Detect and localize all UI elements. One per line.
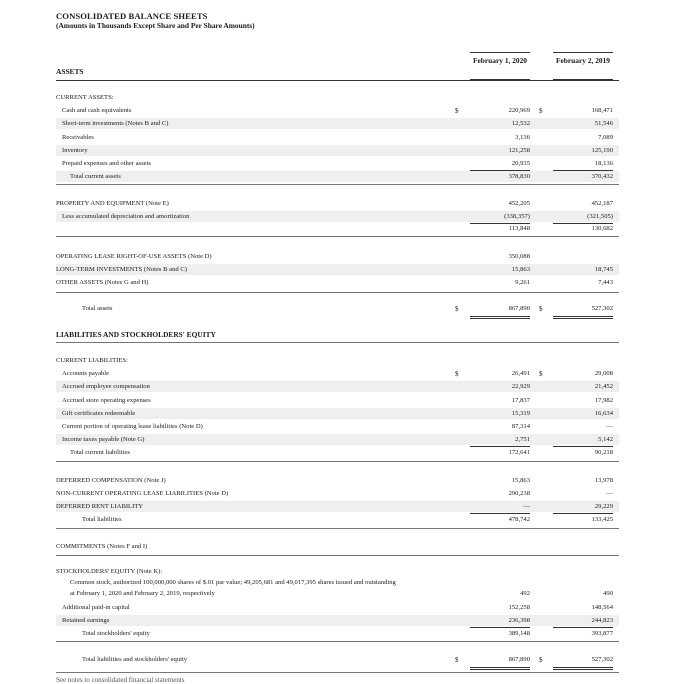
row-label-other-assets: OTHER ASSETS (Notes G and H)	[56, 279, 149, 286]
total-rule	[470, 667, 530, 668]
value-total-stockholders-equity-2020: 389,148	[508, 630, 530, 637]
total-rule	[470, 669, 530, 670]
subtotal-rule	[553, 446, 613, 447]
liabilities-heading: LIABILITIES AND STOCKHOLDERS' EQUITY	[56, 330, 216, 339]
value-deferred-rent-2019: 29,229	[594, 503, 613, 510]
stockholders-equity-heading: STOCKHOLDERS' EQUITY (Note K):	[56, 568, 163, 575]
current-assets-heading: CURRENT ASSETS:	[56, 94, 114, 101]
value-total-assets-2019: 527,302	[591, 305, 613, 312]
value-accumulated-depreciation-2019: (321,505)	[587, 213, 613, 220]
row-label-additional-paid-in-capital: Additional paid-in capital	[62, 604, 130, 611]
section-divider	[56, 184, 619, 185]
row-label-inventory: Inventory	[62, 147, 88, 154]
value-other-assets-2020: 9,261	[515, 279, 530, 286]
row-label-total-assets: Total assets	[82, 305, 113, 312]
section-divider	[56, 80, 619, 81]
dollar-sign: $	[539, 107, 543, 115]
value-retained-earnings-2020: 236,398	[508, 617, 530, 624]
value-income-taxes-2019: 5,142	[598, 436, 613, 443]
row-label-total-current-liabilities: Total current liabilities	[70, 449, 130, 456]
value-short-term-investments-2020: 12,532	[511, 120, 530, 127]
row-label-total-current-assets: Total current assets	[70, 173, 121, 180]
value-inventory-2019: 125,190	[591, 147, 613, 154]
value-accrued-store-2020: 17,837	[511, 397, 530, 404]
row-label-short-term-investments: Short-term investments (Notes B and C)	[62, 120, 169, 127]
section-divider	[56, 292, 619, 293]
value-additional-paid-in-capital-2019: 148,564	[591, 604, 613, 611]
row-label-cash: Cash and cash equivalents	[62, 107, 132, 114]
column-header-2020: February 1, 2020	[473, 56, 527, 65]
value-other-assets-2019: 7,443	[598, 279, 613, 286]
row-label-prepaid: Prepaid expenses and other assets	[62, 160, 151, 167]
row-label-total-liabilities-and-equity: Total liabilities and stockholders' equity	[82, 656, 188, 663]
value-retained-earnings-2019: 244,823	[591, 617, 613, 624]
value-ppe-net-2020: 113,848	[508, 225, 530, 232]
section-divider	[56, 555, 619, 556]
row-label-accounts-payable: Accounts payable	[62, 370, 110, 377]
value-current-operating-lease-2019: —	[606, 423, 613, 430]
value-total-liabilities-2020: 478,742	[508, 516, 530, 523]
row-label-current-operating-lease: Current portion of operating lease liabilities (Note D)	[62, 423, 203, 430]
dollar-sign: $	[455, 305, 459, 313]
shaded-row	[56, 615, 619, 626]
value-total-current-liabilities-2019: 90,218	[594, 449, 613, 456]
dollar-sign: $	[455, 656, 459, 664]
header-top-rule	[553, 52, 613, 53]
sheet-subtitle: (Amounts in Thousands Except Share and Per Share Amounts)	[56, 21, 255, 30]
value-prepaid-2020: 20,935	[511, 160, 530, 167]
dollar-sign: $	[539, 305, 543, 313]
row-label-accrued-store: Accrued store operating expenses	[62, 397, 151, 404]
value-prepaid-2019: 18,136	[594, 160, 613, 167]
value-cash-2020: 220,969	[508, 107, 530, 114]
value-total-current-assets-2020: 378,830	[508, 173, 530, 180]
row-label-common-stock-continued: at February 1, 2020 and February 2, 2019, respectively	[70, 590, 215, 597]
subtotal-rule	[553, 513, 613, 514]
total-rule	[470, 316, 530, 317]
value-receivables-2020: 3,136	[515, 134, 530, 141]
value-operating-lease-rou-2020: 350,088	[508, 253, 530, 260]
row-label-total-stockholders-equity: Total stockholders' equity	[82, 630, 150, 637]
value-common-stock-2019: 490	[603, 590, 613, 597]
value-gift-certificates-2019: 16,634	[594, 410, 613, 417]
value-total-assets-2020: 867,890	[508, 305, 530, 312]
total-rule	[553, 318, 613, 319]
row-label-gift-certificates: Gift certificates redeemable	[62, 410, 136, 417]
value-accounts-payable-2020: 26,491	[511, 370, 530, 377]
value-receivables-2019: 7,089	[598, 134, 613, 141]
row-label-income-taxes: Income taxes payable (Note G)	[62, 436, 145, 443]
value-accrued-store-2019: 17,982	[594, 397, 613, 404]
value-common-stock-2020: 492	[520, 590, 530, 597]
section-divider	[56, 342, 619, 343]
row-label-long-term-investments: LONG-TERM INVESTMENTS (Notes B and C)	[56, 266, 187, 273]
value-additional-paid-in-capital-2020: 152,258	[508, 604, 530, 611]
value-cash-2019: 168,471	[591, 107, 613, 114]
header-top-rule	[470, 52, 530, 53]
dollar-sign: $	[455, 107, 459, 115]
value-accounts-payable-2019: 29,008	[594, 370, 613, 377]
value-ppe-2019: 452,187	[591, 200, 613, 207]
value-total-current-assets-2019: 370,432	[591, 173, 613, 180]
dollar-sign: $	[539, 656, 543, 664]
section-divider	[56, 641, 619, 642]
footer-note: See notes to consolidated financial statements	[56, 676, 185, 684]
commitments-label: COMMITMENTS (Notes F and I)	[56, 543, 148, 550]
column-header-2019: February 2, 2019	[556, 56, 610, 65]
value-total-stockholders-equity-2019: 393,877	[591, 630, 613, 637]
value-current-operating-lease-2020: 87,314	[511, 423, 530, 430]
row-label-deferred-rent: DEFERRED RENT LIABILITY	[56, 503, 144, 510]
value-long-term-investments-2020: 15,863	[511, 266, 530, 273]
subtotal-rule	[470, 446, 530, 447]
row-label-operating-lease-rou: OPERATING LEASE RIGHT-OF-USE ASSETS (Note D)	[56, 253, 212, 260]
value-ppe-net-2019: 130,682	[591, 225, 613, 232]
value-deferred-rent-2020: —	[523, 503, 530, 510]
row-label-retained-earnings: Retained earnings	[62, 617, 110, 624]
value-deferred-compensation-2019: 13,978	[594, 477, 613, 484]
row-label-noncurrent-operating-lease: NON-CURRENT OPERATING LEASE LIABILITIES (Note D)	[56, 490, 229, 497]
value-ppe-2020: 452,205	[508, 200, 530, 207]
value-noncurrent-operating-lease-2020: 290,238	[508, 490, 530, 497]
row-label-accrued-compensation: Accrued employee compensation	[62, 383, 150, 390]
subtotal-rule	[470, 627, 530, 628]
row-label-receivables: Receivables	[62, 134, 94, 141]
value-deferred-compensation-2020: 15,863	[511, 477, 530, 484]
subtotal-rule	[470, 223, 530, 224]
subtotal-rule	[553, 223, 613, 224]
assets-heading: ASSETS	[56, 67, 84, 76]
value-total-liabilities-and-equity-2020: 867,890	[508, 656, 530, 663]
row-label-accumulated-depreciation: Less accumulated depreciation and amortization	[62, 213, 190, 220]
value-noncurrent-operating-lease-2019: —	[606, 490, 613, 497]
total-rule	[553, 667, 613, 668]
value-inventory-2020: 121,258	[508, 147, 530, 154]
shaded-row	[56, 145, 619, 156]
row-label-deferred-compensation: DEFERRED COMPENSATION (Note J)	[56, 477, 166, 484]
value-accrued-compensation-2020: 22,929	[511, 383, 530, 390]
total-rule	[553, 316, 613, 317]
value-short-term-investments-2019: 51,546	[594, 120, 613, 127]
value-accrued-compensation-2019: 21,452	[594, 383, 613, 390]
value-total-current-liabilities-2020: 172,641	[508, 449, 530, 456]
total-rule	[470, 318, 530, 319]
section-divider	[56, 672, 619, 673]
section-divider	[56, 528, 619, 529]
current-liabilities-heading: CURRENT LIABILITIES:	[56, 357, 128, 364]
section-divider	[56, 461, 619, 462]
value-income-taxes-2020: 2,751	[515, 436, 530, 443]
shaded-row	[56, 171, 619, 182]
row-label-ppe: PROPERTY AND EQUIPMENT (Note E)	[56, 200, 169, 207]
section-divider	[56, 236, 619, 237]
value-total-liabilities-and-equity-2019: 527,302	[591, 656, 613, 663]
total-rule	[553, 669, 613, 670]
value-total-liabilities-2019: 133,425	[591, 516, 613, 523]
value-gift-certificates-2020: 15,319	[511, 410, 530, 417]
dollar-sign: $	[455, 370, 459, 378]
value-accumulated-depreciation-2020: (338,357)	[504, 213, 530, 220]
shaded-row	[56, 408, 619, 419]
value-long-term-investments-2019: 18,745	[594, 266, 613, 273]
subtotal-rule	[553, 627, 613, 628]
sheet-title: CONSOLIDATED BALANCE SHEETS	[56, 11, 208, 21]
subtotal-rule	[470, 513, 530, 514]
row-label-total-liabilities: Total liabilities	[82, 516, 122, 523]
dollar-sign: $	[539, 370, 543, 378]
row-label-common-stock: Common stock, authorized 100,000,000 shares of $.01 par value; 49,205,681 and 49,017,395 shares issued and outstanding	[70, 579, 396, 586]
